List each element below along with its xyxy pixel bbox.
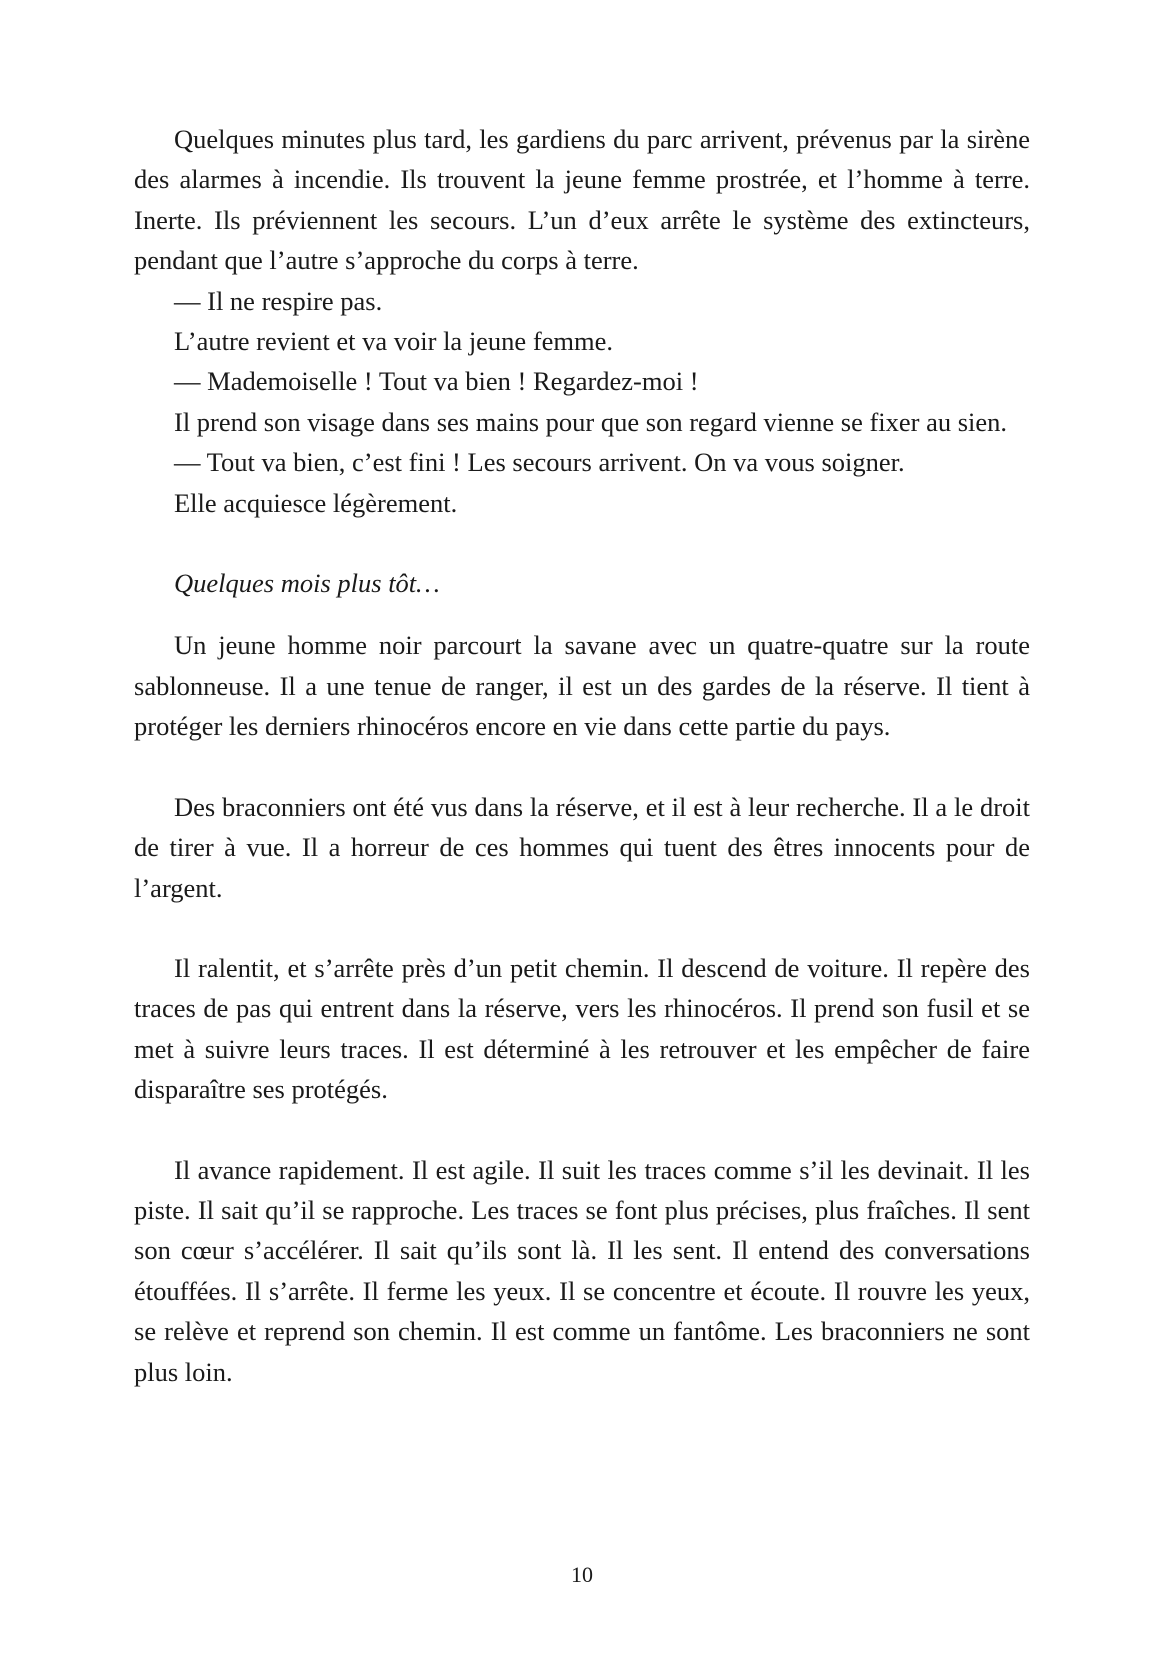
paragraph-line: Elle acquiesce légèrement. (174, 487, 458, 518)
dialogue-line: — Il ne respire pas. (174, 285, 383, 316)
paragraph-poachers: Des braconniers ont été vus dans la réserve, et il est à leur recherche. Il a le droit de tirer à vue. Il a horreur de ces hommes qui tuent des êtres innocents pour de l’argent. (134, 791, 1030, 903)
dialogue-line: — Mademoiselle ! Tout va bien ! Regardez-moi ! (174, 366, 699, 397)
section-spacer (134, 523, 1030, 563)
paragraph-line: Il prend son visage dans ses mains pour que son regard vienne se fixer au sien. (174, 406, 1008, 437)
paragraph-spacer (134, 747, 1030, 787)
paragraph-arrival: Quelques minutes plus tard, les gardiens du parc arrivent, prévenus par la sirène des alarmes à incendie. Ils trouvent la jeune femme prostrée, et l’homme à terre. Inerte. Ils préviennent les secours. L’un d’eux arrête le système des extincteurs, pendant que l’autre s’approche du corps à terre. (134, 124, 1030, 276)
scene-heading: Quelques mois plus tôt… (174, 568, 440, 599)
paragraph-advance: Il avance rapidement. Il est agile. Il suit les traces comme s’il les devinait. Il les piste. Il sait qu’il se rapproche. Les traces se font plus précises, plus fraîches. Il sent son cœur s’accélérer. Il sait qu’ils sont là. Il les sent. Il entend des conversations étouffées. Il s’arrête. Il ferme les yeux. Il se concentre et écoute. Il rouvre les yeux, se relève et reprend son chemin. Il est comme un fantôme. Les braconniers ne sont plus loin. (134, 1154, 1030, 1387)
paragraph-tracks: Il ralentit, et s’arrête près d’un petit chemin. Il descend de voiture. Il repère des traces de pas qui entrent dans la réserve, vers les rhinocéros. Il prend son fusil et se met à suivre leurs traces. Il est déterminé à les retrouver et les empêcher de faire disparaître ses protégés. (134, 952, 1030, 1105)
paragraph-spacer (134, 1110, 1030, 1150)
paragraph-line: L’autre revient et va voir la jeune femme. (174, 326, 614, 357)
dialogue-line: — Tout va bien, c’est fini ! Les secours arrivent. On va vous soigner. (174, 447, 905, 478)
page-number: 10 (571, 1562, 593, 1587)
body-text (134, 119, 1030, 1392)
section-spacer (134, 603, 1030, 625)
paragraph-spacer (134, 908, 1030, 948)
paragraph-ranger: Un jeune homme noir parcourt la savane avec un quatre-quatre sur la route sablonneuse. Il a une tenue de ranger, il est un des gardes de la réserve. Il tient à protéger les derniers rhinocéros encore en vie dans cette partie du pays. (134, 630, 1030, 742)
